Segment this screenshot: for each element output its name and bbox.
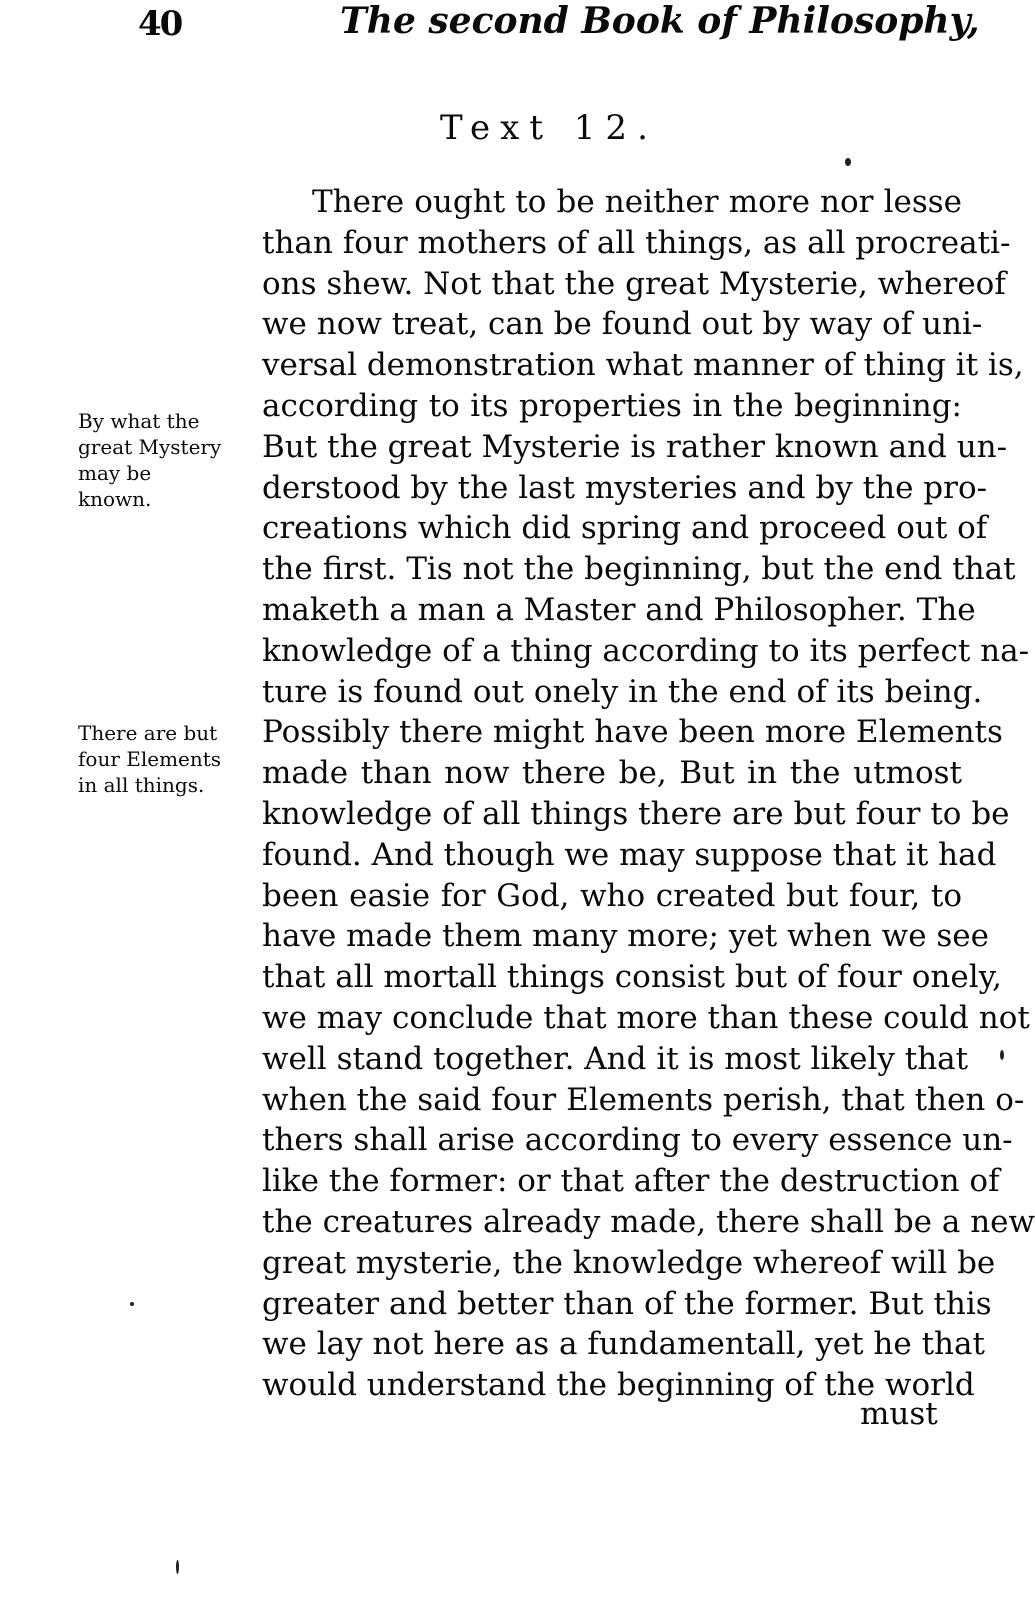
body-line: made than now there be, But in the utmost (262, 755, 962, 792)
body-line: would understand the beginning of the world (262, 1367, 975, 1404)
running-head (0, 0, 1035, 70)
margin-note-four-elements (78, 720, 258, 798)
body-line: have made them many more; yet when we see (262, 918, 990, 955)
body-line: been easie for God, who created but four, to (262, 877, 962, 914)
margin-note-great-mystery (78, 408, 258, 512)
body-line: knowledge of all things there are but four to be (262, 795, 1010, 832)
body-line: creations which did spring and proceed out of (262, 510, 988, 547)
body-line: we may conclude that more than these could not (262, 999, 1030, 1036)
running-title: The second Book of Philosophy, (340, 0, 980, 42)
section-heading: Text 12. (440, 108, 658, 148)
scan-speck (1000, 1050, 1004, 1060)
margin-note-line: By what the (78, 409, 200, 433)
catchword: must (860, 1396, 938, 1432)
body-line: well stand together. And it is most likely that (262, 1040, 969, 1077)
scan-speck (176, 1560, 179, 1574)
body-line: according to its properties in the beginning: (262, 387, 962, 424)
margin-note-line: known. (78, 487, 152, 511)
margin-note-line: in all things. (78, 773, 205, 797)
body-line: greater and better than of the former. But this (262, 1285, 992, 1322)
body-line: But the great Mysterie is rather known and un- (262, 428, 1008, 465)
body-line: found. And though we may suppose that it had (262, 836, 997, 873)
body-line: versal demonstration what manner of thing it is, (262, 347, 1024, 384)
body-line: maketh a man a Master and Philosopher. The (262, 591, 976, 628)
body-line: There ought to be neither more nor lesse (312, 184, 962, 220)
body-line: Possibly there might have been more Elements (262, 714, 1003, 751)
body-line: the first. Tis not the beginning, but the end that (262, 551, 1016, 588)
body-line: the creatures already made, there shall be a new (262, 1203, 1035, 1240)
body-line: than four mothers of all things, as all procreati- (262, 224, 1011, 261)
body-line: like the former: or that after the destruction of (262, 1163, 1000, 1200)
body-text (262, 182, 1035, 1406)
margin-note-line: great Mystery (78, 435, 222, 459)
body-line: thers shall arise according to every essence un- (262, 1122, 1013, 1159)
scan-speck (845, 158, 851, 166)
body-line: ture is found out onely in the end of its being. (262, 673, 983, 710)
margin-note-line: four Elements (78, 747, 222, 771)
body-line: derstood by the last mysteries and by the pro- (262, 469, 988, 506)
margin-note-line: may be (78, 461, 152, 485)
page-number: 40 (138, 4, 182, 44)
body-line: great mysterie, the knowledge whereof will be (262, 1244, 996, 1281)
body-line: when the said four Elements perish, that then o- (262, 1081, 1025, 1118)
body-line: we lay not here as a fundamentall, yet he that (262, 1326, 985, 1363)
body-line: knowledge of a thing according to its perfect na- (262, 632, 1030, 669)
body-line: that all mortall things consist but of four onely, (262, 959, 1002, 996)
body-line: we now treat, can be found out by way of uni- (262, 306, 983, 343)
scan-speck (130, 1302, 134, 1306)
margin-note-line: There are but (78, 721, 218, 745)
body-line: ons shew. Not that the great Mysterie, whereof (262, 265, 1006, 302)
